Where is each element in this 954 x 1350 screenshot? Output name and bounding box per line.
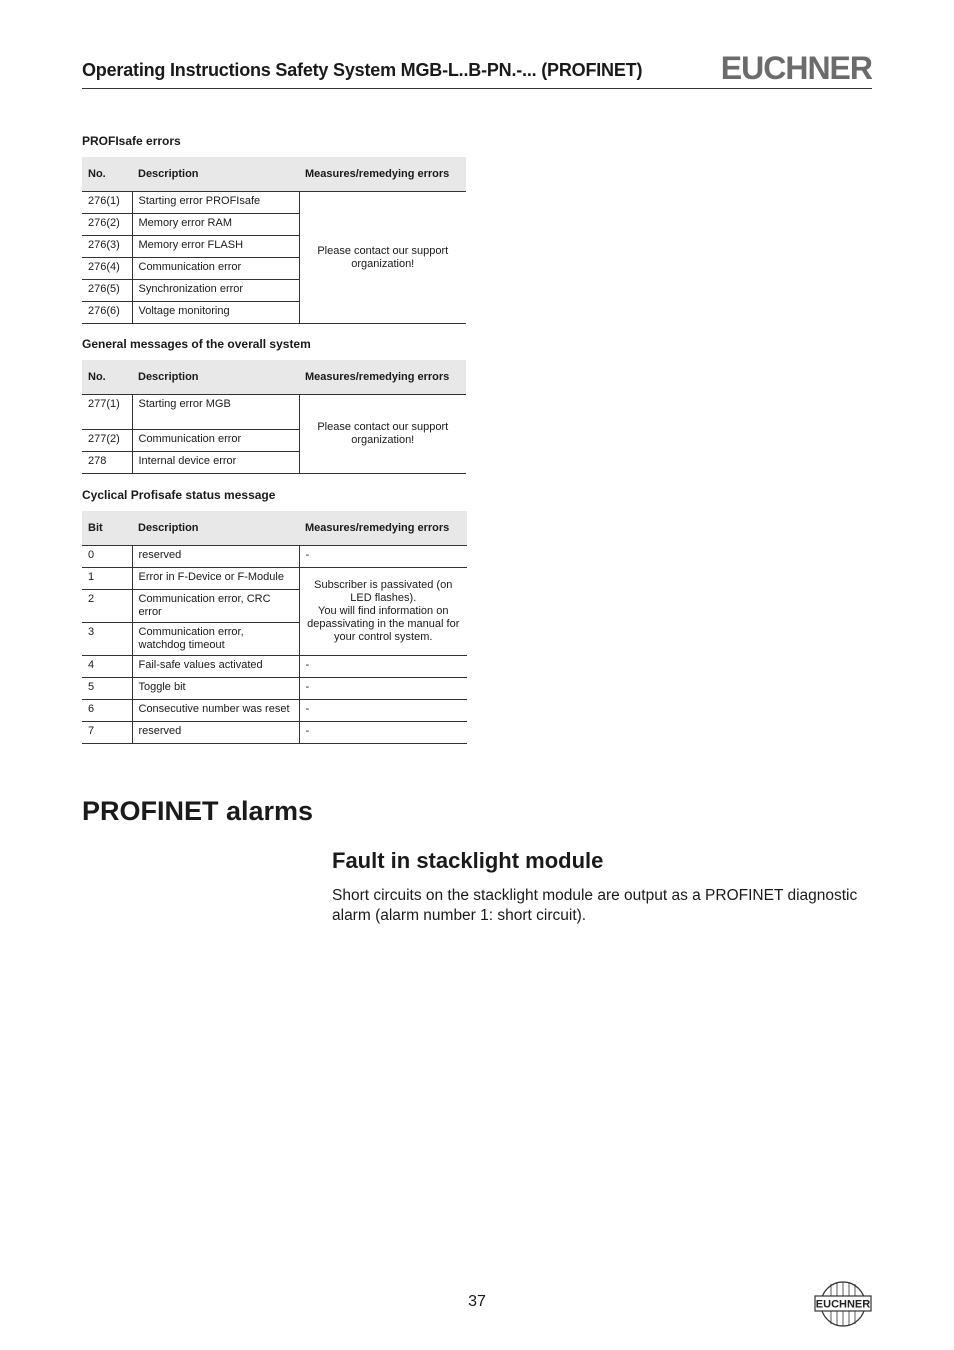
profisafe-heading: PROFIsafe errors	[82, 134, 181, 148]
cell-bit: 3	[82, 623, 132, 656]
cell-description: Internal device error	[132, 452, 299, 474]
subsection-title: Fault in stacklight module	[332, 848, 604, 873]
table-row	[82, 395, 466, 430]
col-header-measures: Measures/remedying errors	[299, 511, 467, 546]
cell-no: 276(6)	[82, 302, 132, 324]
cell-description: reserved	[132, 546, 299, 568]
cell-no: 277(2)	[82, 430, 132, 452]
col-header-no: No.	[82, 157, 132, 192]
cell-description: Error in F-Device or F-Module	[132, 568, 299, 590]
cell-description: Voltage monitoring	[132, 302, 299, 324]
cell-description: Memory error RAM	[132, 214, 299, 236]
cell-description: Communication error, watchdog timeout	[132, 623, 299, 656]
cell-description: Communication error	[132, 258, 299, 280]
table-row	[82, 546, 467, 568]
col-header-measures: Measures/remedying errors	[299, 157, 466, 192]
body-paragraph: Short circuits on the stacklight module are output as a PROFINET diagnostic alarm (alarm number 1: short circuit).	[332, 887, 858, 924]
cell-measure: -	[299, 678, 467, 700]
cell-bit: 2	[82, 590, 132, 623]
cell-measure-merged	[299, 568, 467, 656]
col-header-bit: Bit	[82, 511, 132, 546]
col-header-no: No.	[82, 360, 132, 395]
cell-description: Communication error	[132, 430, 299, 452]
euchner-logo: EUCHNER	[720, 50, 872, 86]
cell-measure: -	[299, 546, 467, 568]
cell-description: Toggle bit	[132, 678, 299, 700]
cell-no: 276(2)	[82, 214, 132, 236]
cyclical-table	[82, 511, 467, 744]
cell-description: Starting error MGB	[132, 395, 299, 430]
general-table	[82, 360, 466, 474]
cell-no: 277(1)	[82, 395, 132, 430]
cell-bit: 1	[82, 568, 132, 590]
cell-measure: -	[299, 722, 467, 744]
cell-measure: Please contact our support organization!	[299, 192, 466, 324]
cell-no: 276(4)	[82, 258, 132, 280]
table-row	[82, 722, 467, 744]
table-row	[82, 192, 466, 214]
measure-line: You will find information on depassivating in the manual for your control system.	[307, 605, 460, 643]
cell-no: 278	[82, 452, 132, 474]
cell-description: Fail-safe values activated	[132, 656, 299, 678]
cell-description: Memory error FLASH	[132, 236, 299, 258]
table-row	[82, 656, 467, 678]
cell-measure: Please contact our support organization!	[299, 395, 466, 474]
cell-no: 276(1)	[82, 192, 132, 214]
table-row	[82, 568, 467, 590]
cell-measure: -	[299, 656, 467, 678]
cell-bit: 6	[82, 700, 132, 722]
col-header-measures: Measures/remedying errors	[299, 360, 466, 395]
cell-description: Synchronization error	[132, 280, 299, 302]
col-header-description: Description	[132, 360, 299, 395]
cyclical-heading: Cyclical Profisafe status message	[82, 488, 276, 502]
cell-no: 276(3)	[82, 236, 132, 258]
table-row	[82, 700, 467, 722]
cell-measure: -	[299, 700, 467, 722]
profisafe-table	[82, 157, 466, 324]
col-header-description: Description	[132, 511, 299, 546]
cell-no: 276(5)	[82, 280, 132, 302]
cell-description: reserved	[132, 722, 299, 744]
document-title: Operating Instructions Safety System MGB-L..B-PN.-... (PROFINET)	[82, 60, 643, 80]
cell-description: Starting error PROFIsafe	[132, 192, 299, 214]
cell-description: Consecutive number was reset	[132, 700, 299, 722]
cell-bit: 4	[82, 656, 132, 678]
table-row	[82, 678, 467, 700]
page-header	[82, 50, 872, 89]
page-number: 37	[468, 1293, 486, 1310]
cell-description: Communication error, CRC error	[132, 590, 299, 623]
euchner-seal-logo	[814, 1280, 872, 1328]
section-title: PROFINET alarms	[82, 796, 314, 826]
col-header-description: Description	[132, 157, 299, 192]
cell-bit: 7	[82, 722, 132, 744]
cell-bit: 5	[82, 678, 132, 700]
measure-line: Subscriber is passivated (on LED flashes).	[314, 579, 453, 604]
seal-logo-text: EUCHNER	[815, 1298, 871, 1311]
cell-bit: 0	[82, 546, 132, 568]
general-heading: General messages of the overall system	[82, 337, 311, 351]
